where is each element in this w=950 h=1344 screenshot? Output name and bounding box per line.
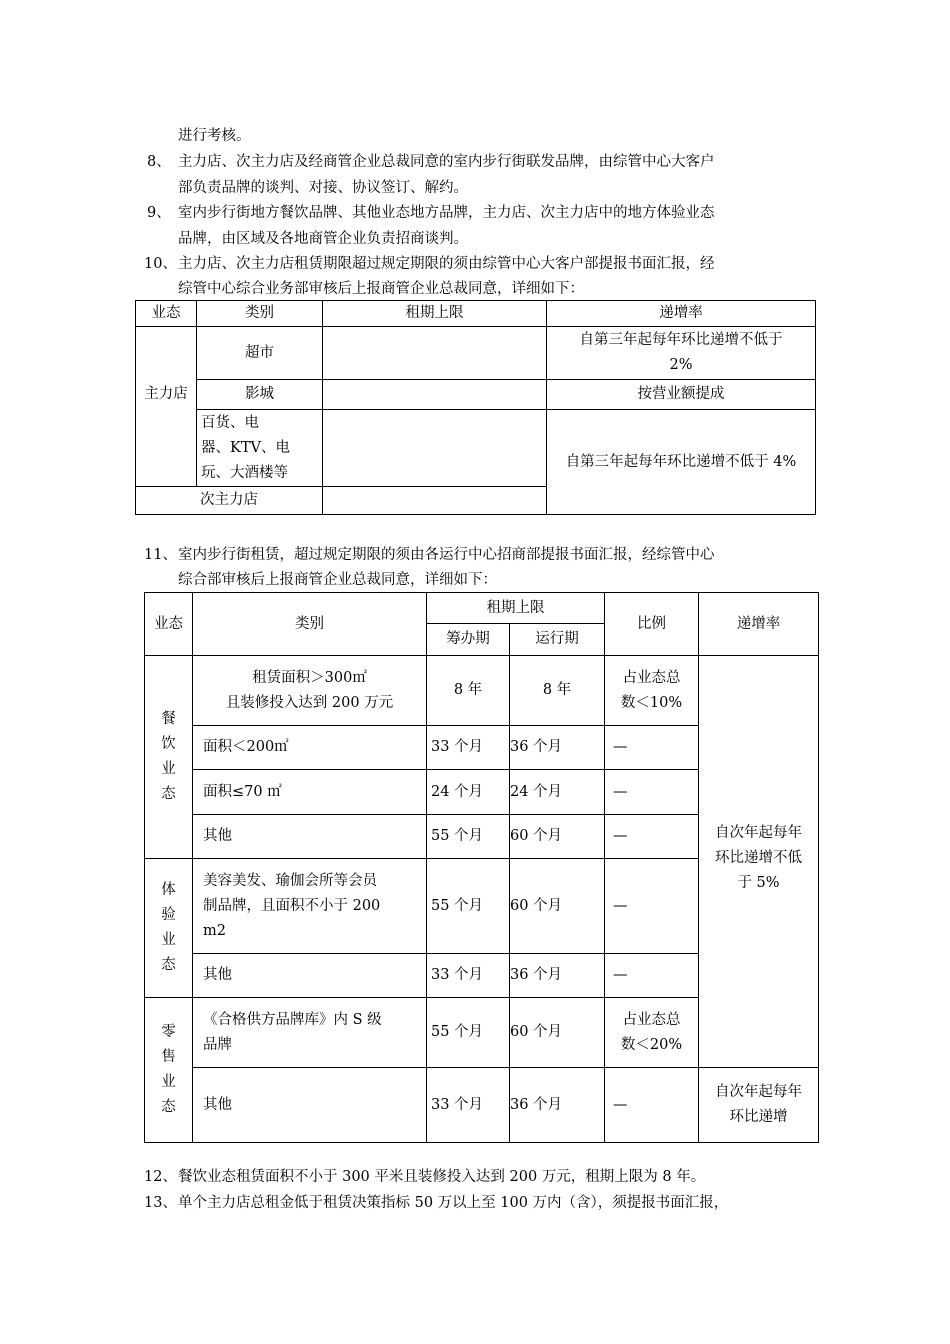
- catering-large-category: 租赁面积＞300㎡ 且装修投入达到 200 万元: [193, 656, 427, 726]
- experience-other-category: 其他: [193, 954, 427, 998]
- item-11-number: 11、: [144, 547, 177, 563]
- category-department-store: 百货、电 器、KTV、电 玩、大酒楼等: [197, 410, 323, 487]
- experience-other-prep: 33 个月: [427, 954, 510, 998]
- catering-under-200-oper: 36 个月: [510, 726, 605, 770]
- t2-header-format: 业态: [145, 593, 193, 656]
- item-9-line-1: 室内步行街地方餐饮品牌、其他业态地方品牌，主力店、次主力店中的地方体验业态: [178, 205, 715, 221]
- header-rate: 递增率: [547, 301, 816, 327]
- category-sub-anchor-store: 次主力店: [136, 487, 323, 515]
- group-anchor-store: 主力店: [136, 327, 197, 487]
- item-10-line-1: 主力店、次主力店租赁期限超过规定期限的须由综管中心大客户部提报书面汇报，经: [178, 256, 715, 272]
- item-13-text: 单个主力店总租金低于租赁决策指标 50 万以上至 100 万内（含），须提报书面汇报，: [178, 1195, 729, 1211]
- header-category: 类别: [197, 301, 323, 327]
- catering-large-oper: 8 年: [510, 656, 605, 726]
- catering-under-200-category: 面积＜200㎡: [193, 726, 427, 770]
- group-catering: 餐 饮 业 态: [145, 656, 193, 859]
- catering-other-ratio: —: [605, 815, 699, 859]
- item-10-line-2: 综管中心综合业务部审核后上报商管企业总裁同意，详细如下：: [178, 281, 584, 297]
- t2-header-term: 租期上限: [427, 593, 605, 624]
- retail-other-oper: 36 个月: [510, 1068, 605, 1143]
- retail-s-level-ratio: 占业态总 数＜20%: [605, 998, 699, 1068]
- t2-header-oper: 运行期: [510, 624, 605, 656]
- t2-header-rate: 递增率: [699, 593, 819, 656]
- lease-table-pedestrian-street: [144, 592, 819, 1143]
- experience-other-ratio: —: [605, 954, 699, 998]
- rate-cinema: 按营业额提成: [547, 380, 816, 410]
- rate-supermarket: 自第三年起每年环比递增不低于 2%: [547, 327, 816, 380]
- item-11-line-1: 室内步行街租赁，超过规定期限的须由各运行中心招商部提报书面汇报，经综管中心: [178, 547, 715, 563]
- rate-main: 自次年起每年 环比递增不低 于 5%: [699, 656, 819, 1068]
- catering-under-70-ratio: —: [605, 770, 699, 815]
- term-cinema: [323, 380, 547, 410]
- experience-member-category: 美容美发、瑜伽会所等会员 制品牌，且面积不小于 200 m2: [193, 859, 427, 954]
- catering-other-prep: 55 个月: [427, 815, 510, 859]
- item-9-line-2: 品牌，由区域及各地商管企业负责招商谈判。: [178, 231, 468, 247]
- rate-last: 自次年起每年 环比递增: [699, 1068, 819, 1143]
- item-13-number: 13、: [144, 1195, 177, 1211]
- header-term: 租期上限: [323, 301, 547, 327]
- term-department-store: [323, 410, 547, 487]
- catering-other-oper: 60 个月: [510, 815, 605, 859]
- group-experience: 体 验 业 态: [145, 859, 193, 998]
- t2-header-ratio: 比例: [605, 593, 699, 656]
- experience-other-oper: 36 个月: [510, 954, 605, 998]
- item-8-line-1: 主力店、次主力店及经商管企业总裁同意的室内步行街联发品牌，由综管中心大客户: [178, 154, 715, 170]
- t2-header-category: 类别: [193, 593, 427, 656]
- t2-header-prep: 筹办期: [427, 624, 510, 656]
- term-sub-anchor-store: [323, 487, 547, 515]
- retail-s-level-category: 《合格供方品牌库》内 S 级 品牌: [193, 998, 427, 1068]
- item-8-line-2: 部负责品牌的谈判、对接、协议签订、解约。: [178, 180, 468, 196]
- experience-member-oper: 60 个月: [510, 859, 605, 954]
- item-12-number: 12、: [144, 1169, 177, 1185]
- catering-under-70-oper: 24 个月: [510, 770, 605, 815]
- catering-under-200-ratio: —: [605, 726, 699, 770]
- item-8-number: 8、: [147, 154, 171, 170]
- group-retail: 零 售 业 态: [145, 998, 193, 1143]
- catering-other-category: 其他: [193, 815, 427, 859]
- retail-other-ratio: —: [605, 1068, 699, 1143]
- catering-under-200-prep: 33 个月: [427, 726, 510, 770]
- experience-member-ratio: —: [605, 859, 699, 954]
- item-9-number: 9、: [147, 205, 171, 221]
- item-10-number: 10、: [144, 256, 177, 272]
- category-cinema: 影城: [197, 380, 323, 410]
- experience-member-prep: 55 个月: [427, 859, 510, 954]
- item-12-text: 餐饮业态租赁面积不小于 300 平米且装修投入达到 200 万元，租期上限为 8 年。: [178, 1169, 706, 1185]
- catering-under-70-category: 面积≤70 ㎡: [193, 770, 427, 815]
- retail-s-level-oper: 60 个月: [510, 998, 605, 1068]
- intro-line: 进行考核。: [178, 128, 251, 144]
- rate-shared: 自第三年起每年环比递增不低于 4%: [547, 410, 816, 515]
- category-supermarket: 超市: [197, 327, 323, 380]
- retail-other-category: 其他: [193, 1068, 427, 1143]
- catering-large-ratio: 占业态总 数＜10%: [605, 656, 699, 726]
- item-11-line-2: 综合部审核后上报商管企业总裁同意，详细如下：: [178, 572, 497, 588]
- catering-large-prep: 8 年: [427, 656, 510, 726]
- lease-table-anchor-stores: [135, 300, 816, 515]
- catering-under-70-prep: 24 个月: [427, 770, 510, 815]
- header-format: 业态: [136, 301, 197, 327]
- retail-s-level-prep: 55 个月: [427, 998, 510, 1068]
- retail-other-prep: 33 个月: [427, 1068, 510, 1143]
- term-supermarket: [323, 327, 547, 380]
